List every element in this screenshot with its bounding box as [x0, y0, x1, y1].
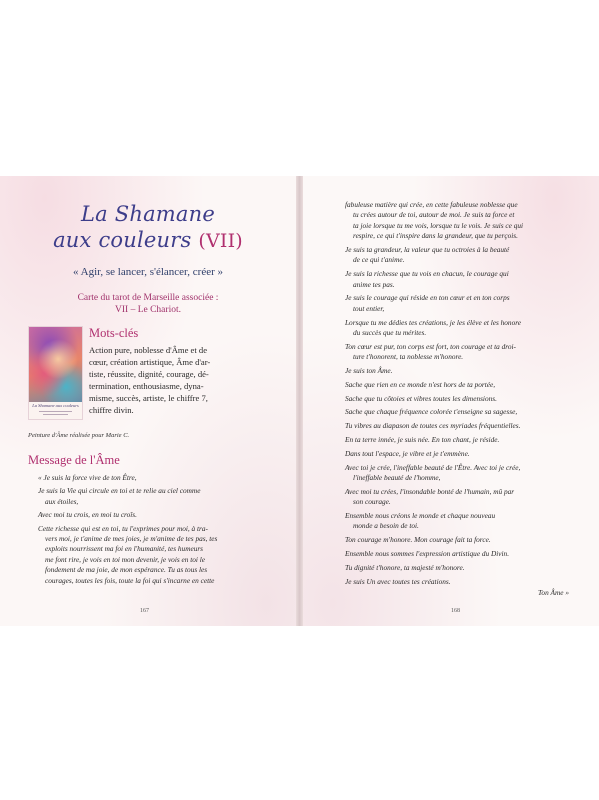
- painting-credit: Peinture d'Âme réalisée pour Marie C.: [28, 432, 130, 439]
- text-paragraph: [38, 524, 278, 586]
- text-line: son courage.: [353, 497, 391, 507]
- keywords-line: tiste, réussite, dignité, courage, dé-: [89, 369, 209, 380]
- text-paragraph: [345, 245, 571, 266]
- text-paragraph: [345, 535, 571, 545]
- text-paragraph: [345, 342, 571, 363]
- text-line: Ton courage m'honore. Mon courage fait ta force.: [345, 535, 491, 545]
- text-line: Cette richesse qui est en toi, tu l'exprimes pour moi, à tra-: [38, 523, 208, 533]
- text-line: Ensemble nous sommes l'expression artistique du Divin.: [345, 549, 510, 559]
- text-line: me font rire, je vois en toi mon devenir, je vois en toi le: [45, 554, 206, 564]
- text-line: monde a besoin de toi.: [353, 521, 419, 531]
- text-paragraph: [345, 449, 571, 459]
- text-line: Ton cœur est pur, ton corps est fort, ton courage et ta droi-: [345, 341, 516, 351]
- text-line: respire, ce qui t'inspire dans la grandeur, que tu perçois.: [353, 231, 518, 241]
- keywords-line: cœur, création artistique, Âme d'ar-: [89, 357, 211, 368]
- book-gutter: [296, 176, 303, 626]
- page-number-left: 167: [140, 608, 149, 614]
- text-line: du succès que tu mérites.: [353, 328, 427, 338]
- title-line-2: [0, 228, 296, 253]
- text-line: « Je suis la force vive de ton Être,: [38, 473, 137, 482]
- text-paragraph: [345, 380, 571, 390]
- card-caption-rule: [43, 414, 68, 415]
- book-spread: [0, 176, 599, 626]
- text-paragraph: [345, 394, 571, 404]
- text-line: Je suis la richesse que tu vois en chacun, le courage qui: [345, 269, 509, 279]
- text-line: Avec moi tu crois, en moi tu croîs.: [38, 510, 137, 520]
- text-line: Ensemble nous créons le monde et chaque nouveau: [345, 511, 496, 521]
- title-numeral: (VII): [198, 230, 243, 252]
- text-line: anime tes pas.: [353, 279, 395, 289]
- text-line: courages, toutes les fois, toute la foi qui s'incarne en cette: [45, 575, 215, 585]
- text-line: En ta terre innée, je suis née. En ton chant, je réside.: [345, 435, 500, 445]
- text-paragraph: [345, 577, 571, 587]
- card-painting-image: [28, 326, 83, 420]
- keywords-line: misme, succès, artiste, le chiffre 7,: [89, 393, 208, 404]
- text-line: tout entier,: [353, 303, 385, 313]
- text-paragraph: [345, 549, 571, 559]
- message-text-left: [38, 473, 278, 589]
- tarot-association-line-2: VII – Le Chariot.: [115, 305, 181, 315]
- text-paragraph: [38, 510, 278, 520]
- text-line: aux étoiles,: [45, 496, 79, 506]
- text-paragraph: [345, 435, 571, 445]
- text-line: vers moi, je t'anime de mes joies, je m'anime de tes pas, tes: [45, 534, 218, 544]
- text-line: Sache que chaque fréquence colorée t'enseigne sa sagesse,: [345, 407, 518, 417]
- text-line: fondement de ma joie, de mon espérance. Tu as tous les: [45, 565, 208, 575]
- text-paragraph: [345, 407, 571, 417]
- text-paragraph: [345, 269, 571, 290]
- text-line: de ce qui t'anime.: [353, 255, 405, 265]
- keywords-line: Action pure, noblesse d'Âme et de: [89, 345, 208, 355]
- keywords-line: chiffre divin.: [89, 405, 134, 416]
- text-line: Sache que tu côtoies et vibres toutes les dimensions.: [345, 393, 497, 403]
- text-line: exploits nourrissent ma foi en l'humanité, tes humeurs: [45, 544, 204, 554]
- page-number-right: 168: [451, 608, 460, 614]
- text-line: Je suis ta grandeur, la valeur que tu octroies à la beauté: [345, 245, 510, 255]
- message-text-right: [345, 200, 571, 590]
- text-line: Avec moi tu crées, l'insondable bonté de l'humain, mû par: [345, 486, 515, 496]
- title-line-1: La Shamane: [81, 202, 215, 226]
- tarot-association-line-1: Carte du tarot de Marseille associée :: [77, 293, 219, 303]
- text-paragraph: [345, 200, 571, 242]
- text-line: Je suis ton Âme.: [345, 366, 393, 376]
- text-paragraph: [345, 318, 571, 339]
- keywords-heading: Mots-clés: [89, 326, 139, 340]
- left-page: [0, 176, 296, 626]
- card-caption-rule: [39, 411, 72, 412]
- keywords-line: termination, enthousiasme, dyna-: [89, 381, 204, 392]
- text-line: Tu dignité t'honore, ta majesté m'honore.: [345, 562, 465, 572]
- text-line: Dans tout l'espace, je vibre et je t'emmène.: [345, 448, 470, 458]
- text-paragraph: [345, 366, 571, 376]
- text-paragraph: [345, 293, 571, 314]
- text-paragraph: [345, 421, 571, 431]
- text-paragraph: [38, 473, 278, 483]
- text-line: Je suis Un avec toutes tes créations.: [345, 576, 451, 586]
- text-line: fabuleuse matière qui crée, en cette fabuleuse noblesse que: [345, 200, 518, 209]
- text-paragraph: [345, 487, 571, 508]
- text-paragraph: [345, 511, 571, 532]
- subtitle: « Agir, se lancer, s'élancer, créer »: [73, 266, 223, 278]
- text-line: Je suis la Vie qui circule en toi et te relie au ciel comme: [38, 486, 201, 496]
- text-line: tu crées autour de toi, autour de moi. Je suis ta force et: [353, 210, 515, 220]
- text-line: Je suis le courage qui réside en ton cœur et en ton corps: [345, 293, 510, 303]
- message-heading: Message de l'Âme: [28, 453, 120, 467]
- text-line: Tu vibres au diapason de toutes ces myriades fréquentielles.: [345, 421, 521, 431]
- text-paragraph: [345, 563, 571, 573]
- title-line-2-text: aux couleurs: [53, 228, 192, 252]
- text-paragraph: [345, 463, 571, 484]
- text-line: l'ineffable beauté de l'homme,: [353, 473, 441, 483]
- text-line: Sache que rien en ce monde n'est hors de ta portée,: [345, 379, 496, 389]
- text-line: ta joie lorsque tu me vois, lorsque tu le vois. Je suis ce qui: [353, 220, 524, 230]
- card-caption: La Shamane aux couleurs: [32, 403, 79, 408]
- text-line: ture t'honorent, ta noblesse m'honore.: [353, 352, 464, 362]
- keywords-text: [89, 344, 271, 417]
- text-paragraph: [38, 486, 278, 507]
- card-caption-strip: [29, 402, 82, 419]
- right-page: [303, 176, 599, 626]
- signature: Ton Âme »: [538, 588, 569, 597]
- text-line: Avec toi je crée, l'ineffable beauté de l'Être. Avec toi je crée,: [345, 462, 521, 472]
- text-line: Lorsque tu me dédies tes créations, je les élève et les honore: [345, 317, 522, 327]
